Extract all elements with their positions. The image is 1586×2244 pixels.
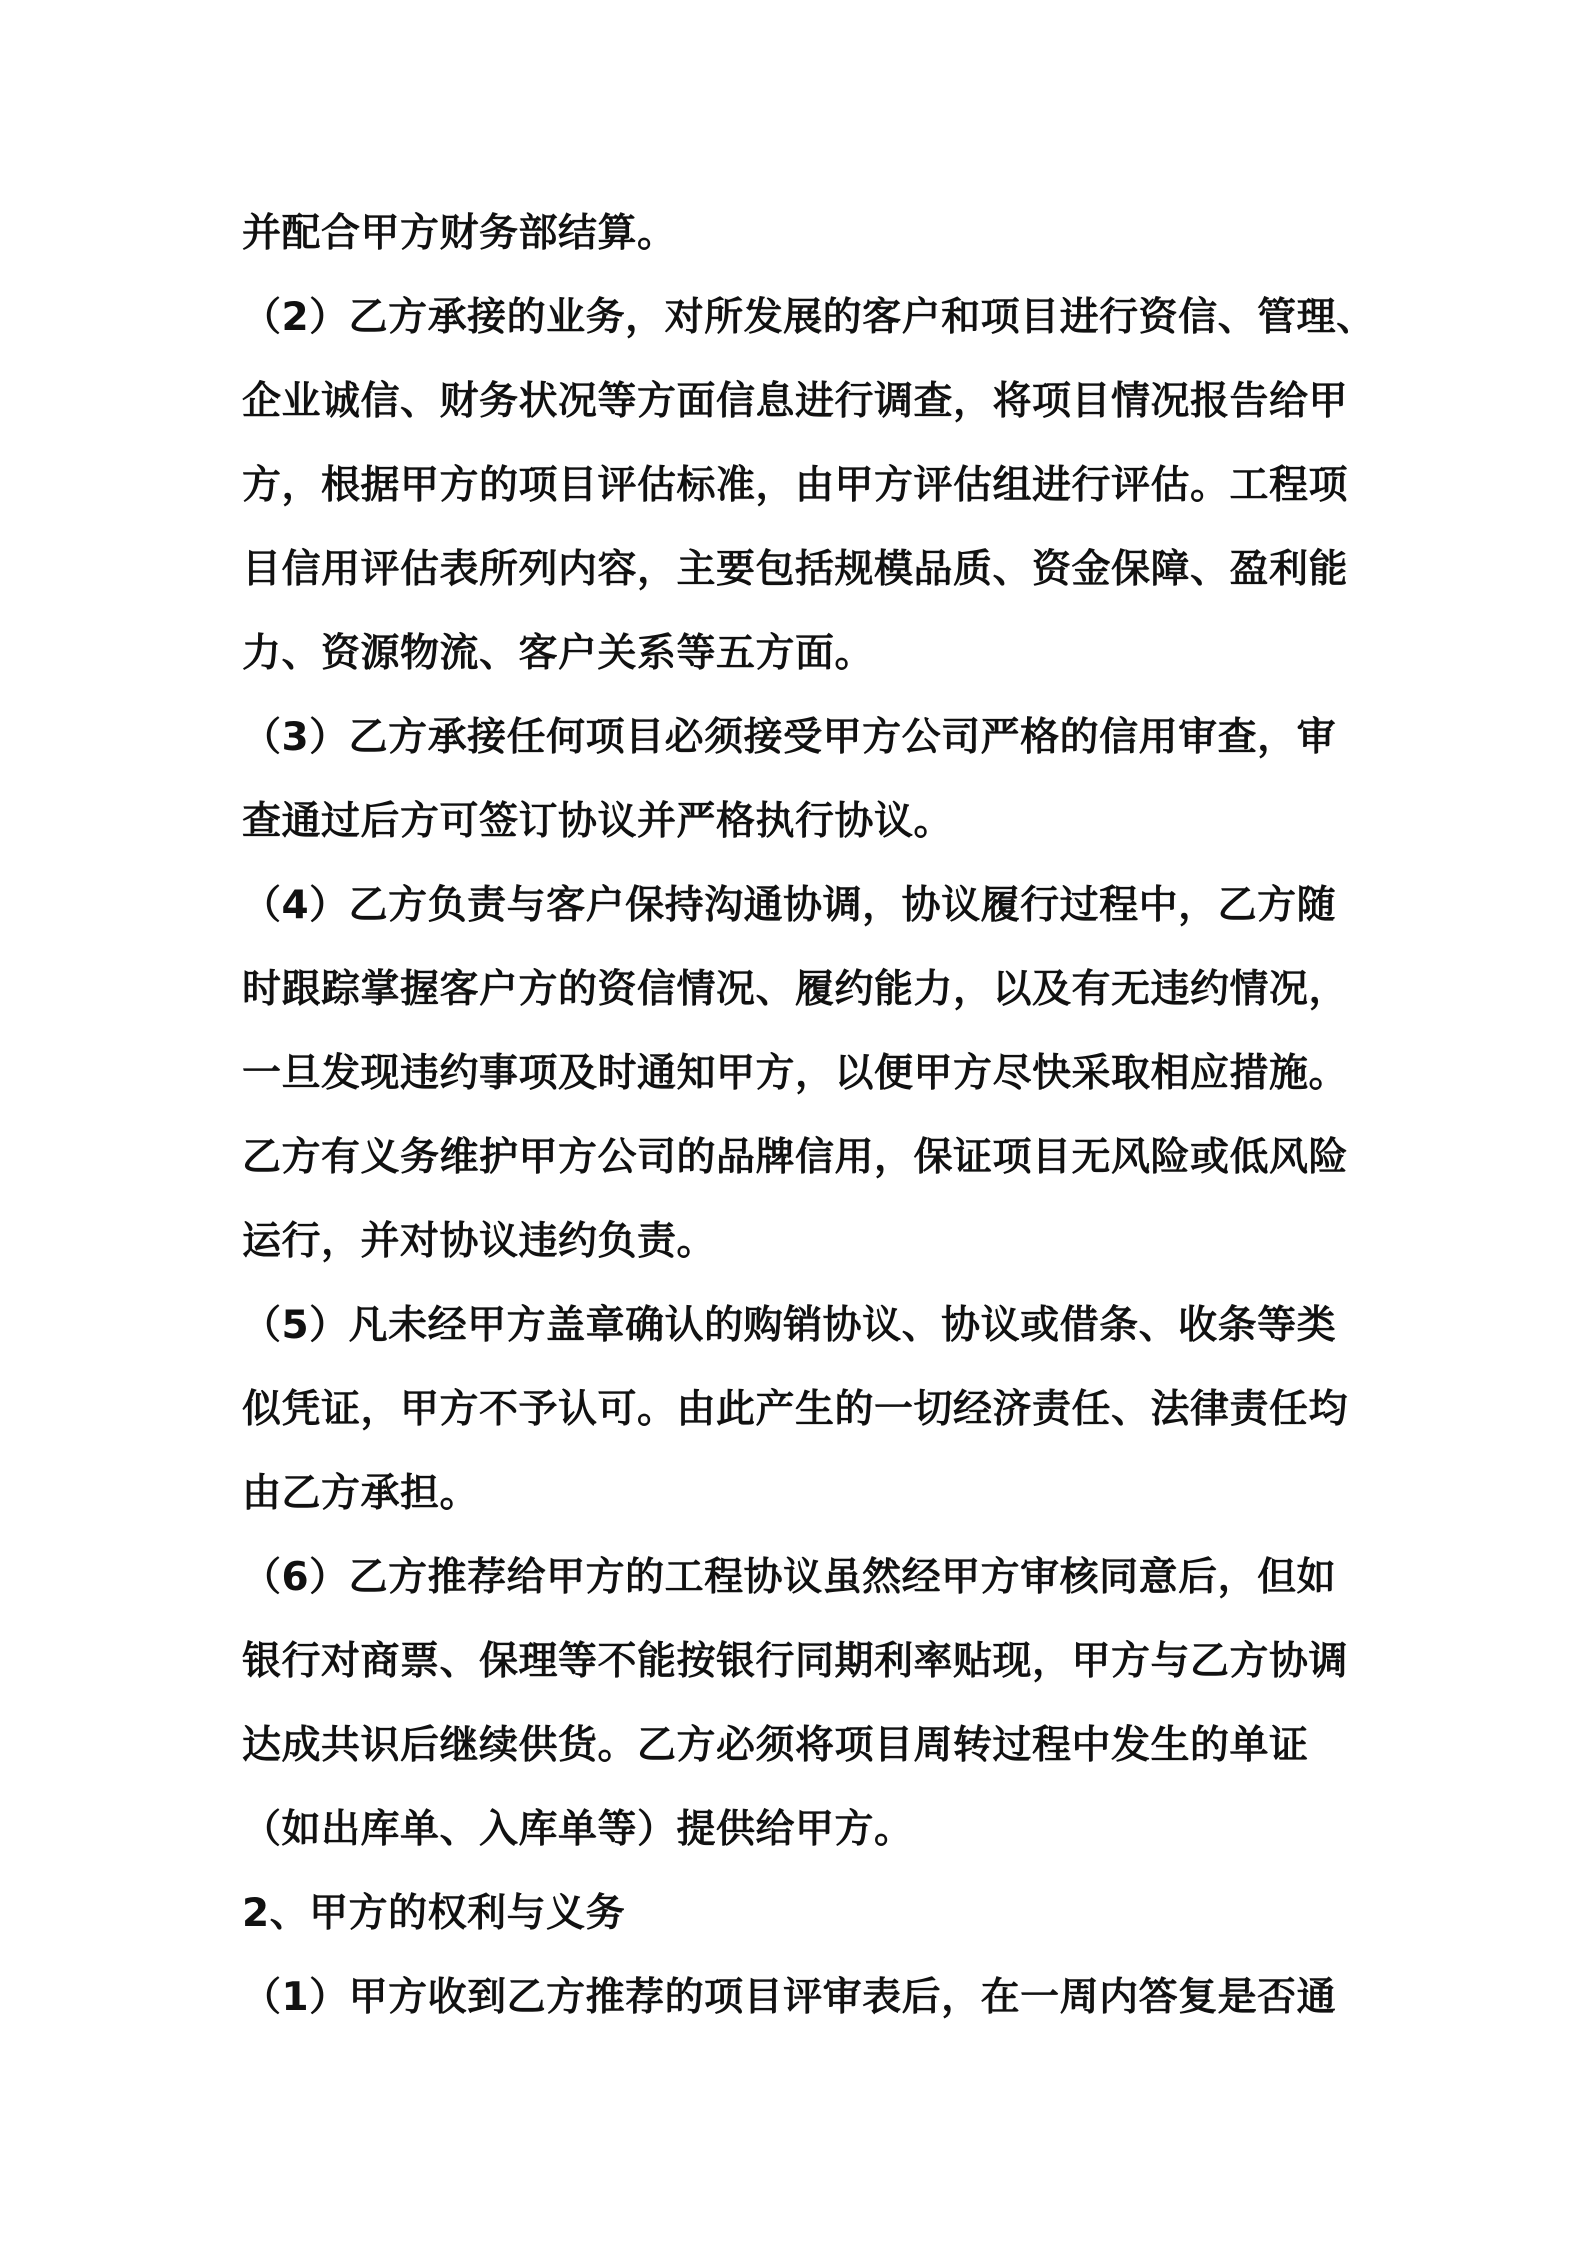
document-body [242, 192, 1376, 2040]
text-line-9: （4）乙方负责与客户保持沟通协调，协议履行过程中，乙方随 [242, 883, 1337, 928]
text-line-14: （5）凡未经甲方盖章确认的购销协议、协议或借条、收条等类 [242, 1303, 1337, 1348]
text-line-15: 似凭证，甲方不予认可。由此产生的一切经济责任、法律责任均 [242, 1387, 1349, 1432]
text-line-12: 乙方有义务维护甲方公司的品牌信用，保证项目无风险或低风险 [242, 1135, 1349, 1180]
text-line-10: 时跟踪掌握客户方的资信情况、履约能力，以及有无违约情况， [242, 967, 1349, 1012]
text-line-5: 目信用评估表所列内容，主要包括规模品质、资金保障、盈利能 [242, 547, 1349, 592]
text-line-17: （6）乙方推荐给甲方的工程协议虽然经甲方审核同意后，但如 [242, 1555, 1337, 1600]
text-line-2: （2）乙方承接的业务，对所发展的客户和项目进行资信、管理、 [242, 295, 1376, 340]
text-line-19: 达成共识后继续供货。乙方必须将项目周转过程中发生的单证 [242, 1723, 1309, 1768]
text-line-11: 一旦发现违约事项及时通知甲方，以便甲方尽快采取相应措施。 [242, 1051, 1349, 1096]
text-line-1: 并配合甲方财务部结算。 [242, 211, 677, 256]
text-line-3: 企业诚信、财务状况等方面信息进行调查，将项目情况报告给甲 [242, 379, 1349, 424]
text-line-7: （3）乙方承接任何项目必须接受甲方公司严格的信用审查，审 [242, 715, 1337, 760]
text-line-8: 查通过后方可签订协议并严格执行协议。 [242, 799, 954, 844]
text-line-4: 方，根据甲方的项目评估标准，由甲方评估组进行评估。工程项 [242, 463, 1349, 508]
text-line-22: （1）甲方收到乙方推荐的项目评审表后，在一周内答复是否通 [242, 1975, 1337, 2020]
text-line-16: 由乙方承担。 [242, 1471, 480, 1516]
text-line-18: 银行对商票、保理等不能按银行同期利率贴现，甲方与乙方协调 [242, 1639, 1349, 1684]
text-line-6: 力、资源物流、客户关系等五方面。 [242, 631, 875, 676]
section-heading: 2、甲方的权利与义务 [242, 1891, 626, 1936]
text-line-20: （如出库单、入库单等）提供给甲方。 [242, 1807, 914, 1852]
text-line-13: 运行，并对协议违约负责。 [242, 1219, 717, 1264]
